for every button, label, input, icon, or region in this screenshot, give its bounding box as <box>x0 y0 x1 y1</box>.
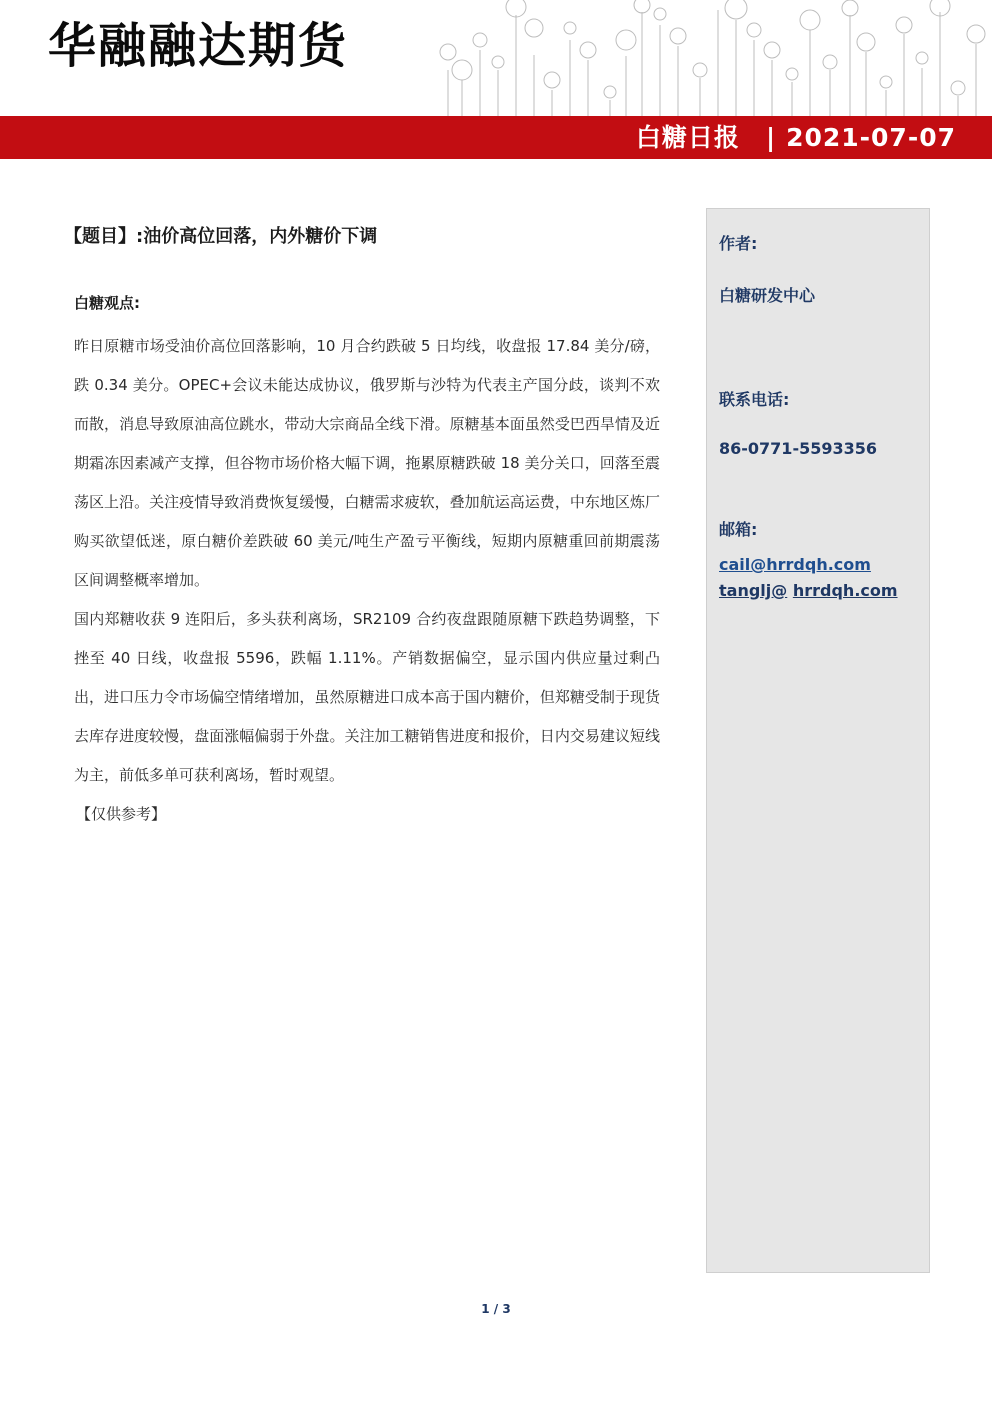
view-label: 白糖观点: <box>74 294 140 312</box>
email2-prefix: tanglj@ <box>719 581 788 600</box>
page-number: 1 / 3 <box>481 1302 511 1316</box>
topic-text: 油价高位回落，内外糖价下调 <box>143 226 378 247</box>
report-name: 白糖日报 <box>635 123 740 152</box>
email2-domain: hrrdqh.com <box>792 581 898 600</box>
email-link-1[interactable]: cail@hrrdqh.com <box>719 555 871 574</box>
paragraph-international: 昨日原糖市场受油价高位回落影响，10 月合约跌破 5 日均线，收盘报 17.84 美分/磅，跌 0.34 美分。OPEC+会议未能达成协议，俄罗斯与沙特为代表主产国分歧，谈判不欢而散，消息导致原油高位跳水，带动大宗商品全线下滑。原糖基本面虽然受巴西旱情及近期霜冻因素减产支撑，但谷物市场价格大幅下调，拖累原糖跌破 18 美分关口，回落至震荡区上沿。关注疫情导致消费恢复缓慢，白糖需求疲软，叠加航运高运费，中东地区炼厂购买欲望低迷，原白糖价差跌破 60 美元/吨生产盈亏平衡线，短期内原糖重回前期震荡区间调整概率增加。 <box>74 337 660 589</box>
contact-sidebar <box>706 208 930 1273</box>
author-label: 作者: <box>719 234 758 253</box>
phone-label: 联系电话: <box>719 390 790 409</box>
email-link-2[interactable] <box>719 581 898 600</box>
article-body <box>64 222 660 834</box>
header-decoration <box>0 0 992 116</box>
email-label: 邮箱: <box>719 520 758 539</box>
title-separator: | <box>765 123 777 152</box>
article-topic <box>64 222 660 248</box>
reference-note: 【仅供参考】 <box>76 805 167 823</box>
topic-label: 【题目】: <box>64 226 144 247</box>
author-value: 白糖研发中心 <box>719 286 816 305</box>
paragraph-domestic: 国内郑糖收获 9 连阳后，多头获利离场，SR2109 合约夜盘跟随原糖下跌趋势调整，下挫至 40 日线，收盘报 5596，跌幅 1.11%。产销数据偏空，显示国内供应量过剩凸出，进口压力令市场偏空情绪增加，虽然原糖进口成本高于国内糖价，但郑糖受制于现货去库存进度较慢，盘面涨幅偏弱于外盘。关注加工糖销售进度和报价，日内交易建议短线为主，前低多单可获利离场，暂时观望。 <box>74 610 660 784</box>
brand-logo: 华融融达期货 <box>48 18 349 74</box>
report-title-bar <box>0 116 992 159</box>
report-date: 2021-07-07 <box>786 123 956 152</box>
report-title <box>636 116 956 159</box>
phone-value: 86-0771-5593356 <box>719 439 878 458</box>
